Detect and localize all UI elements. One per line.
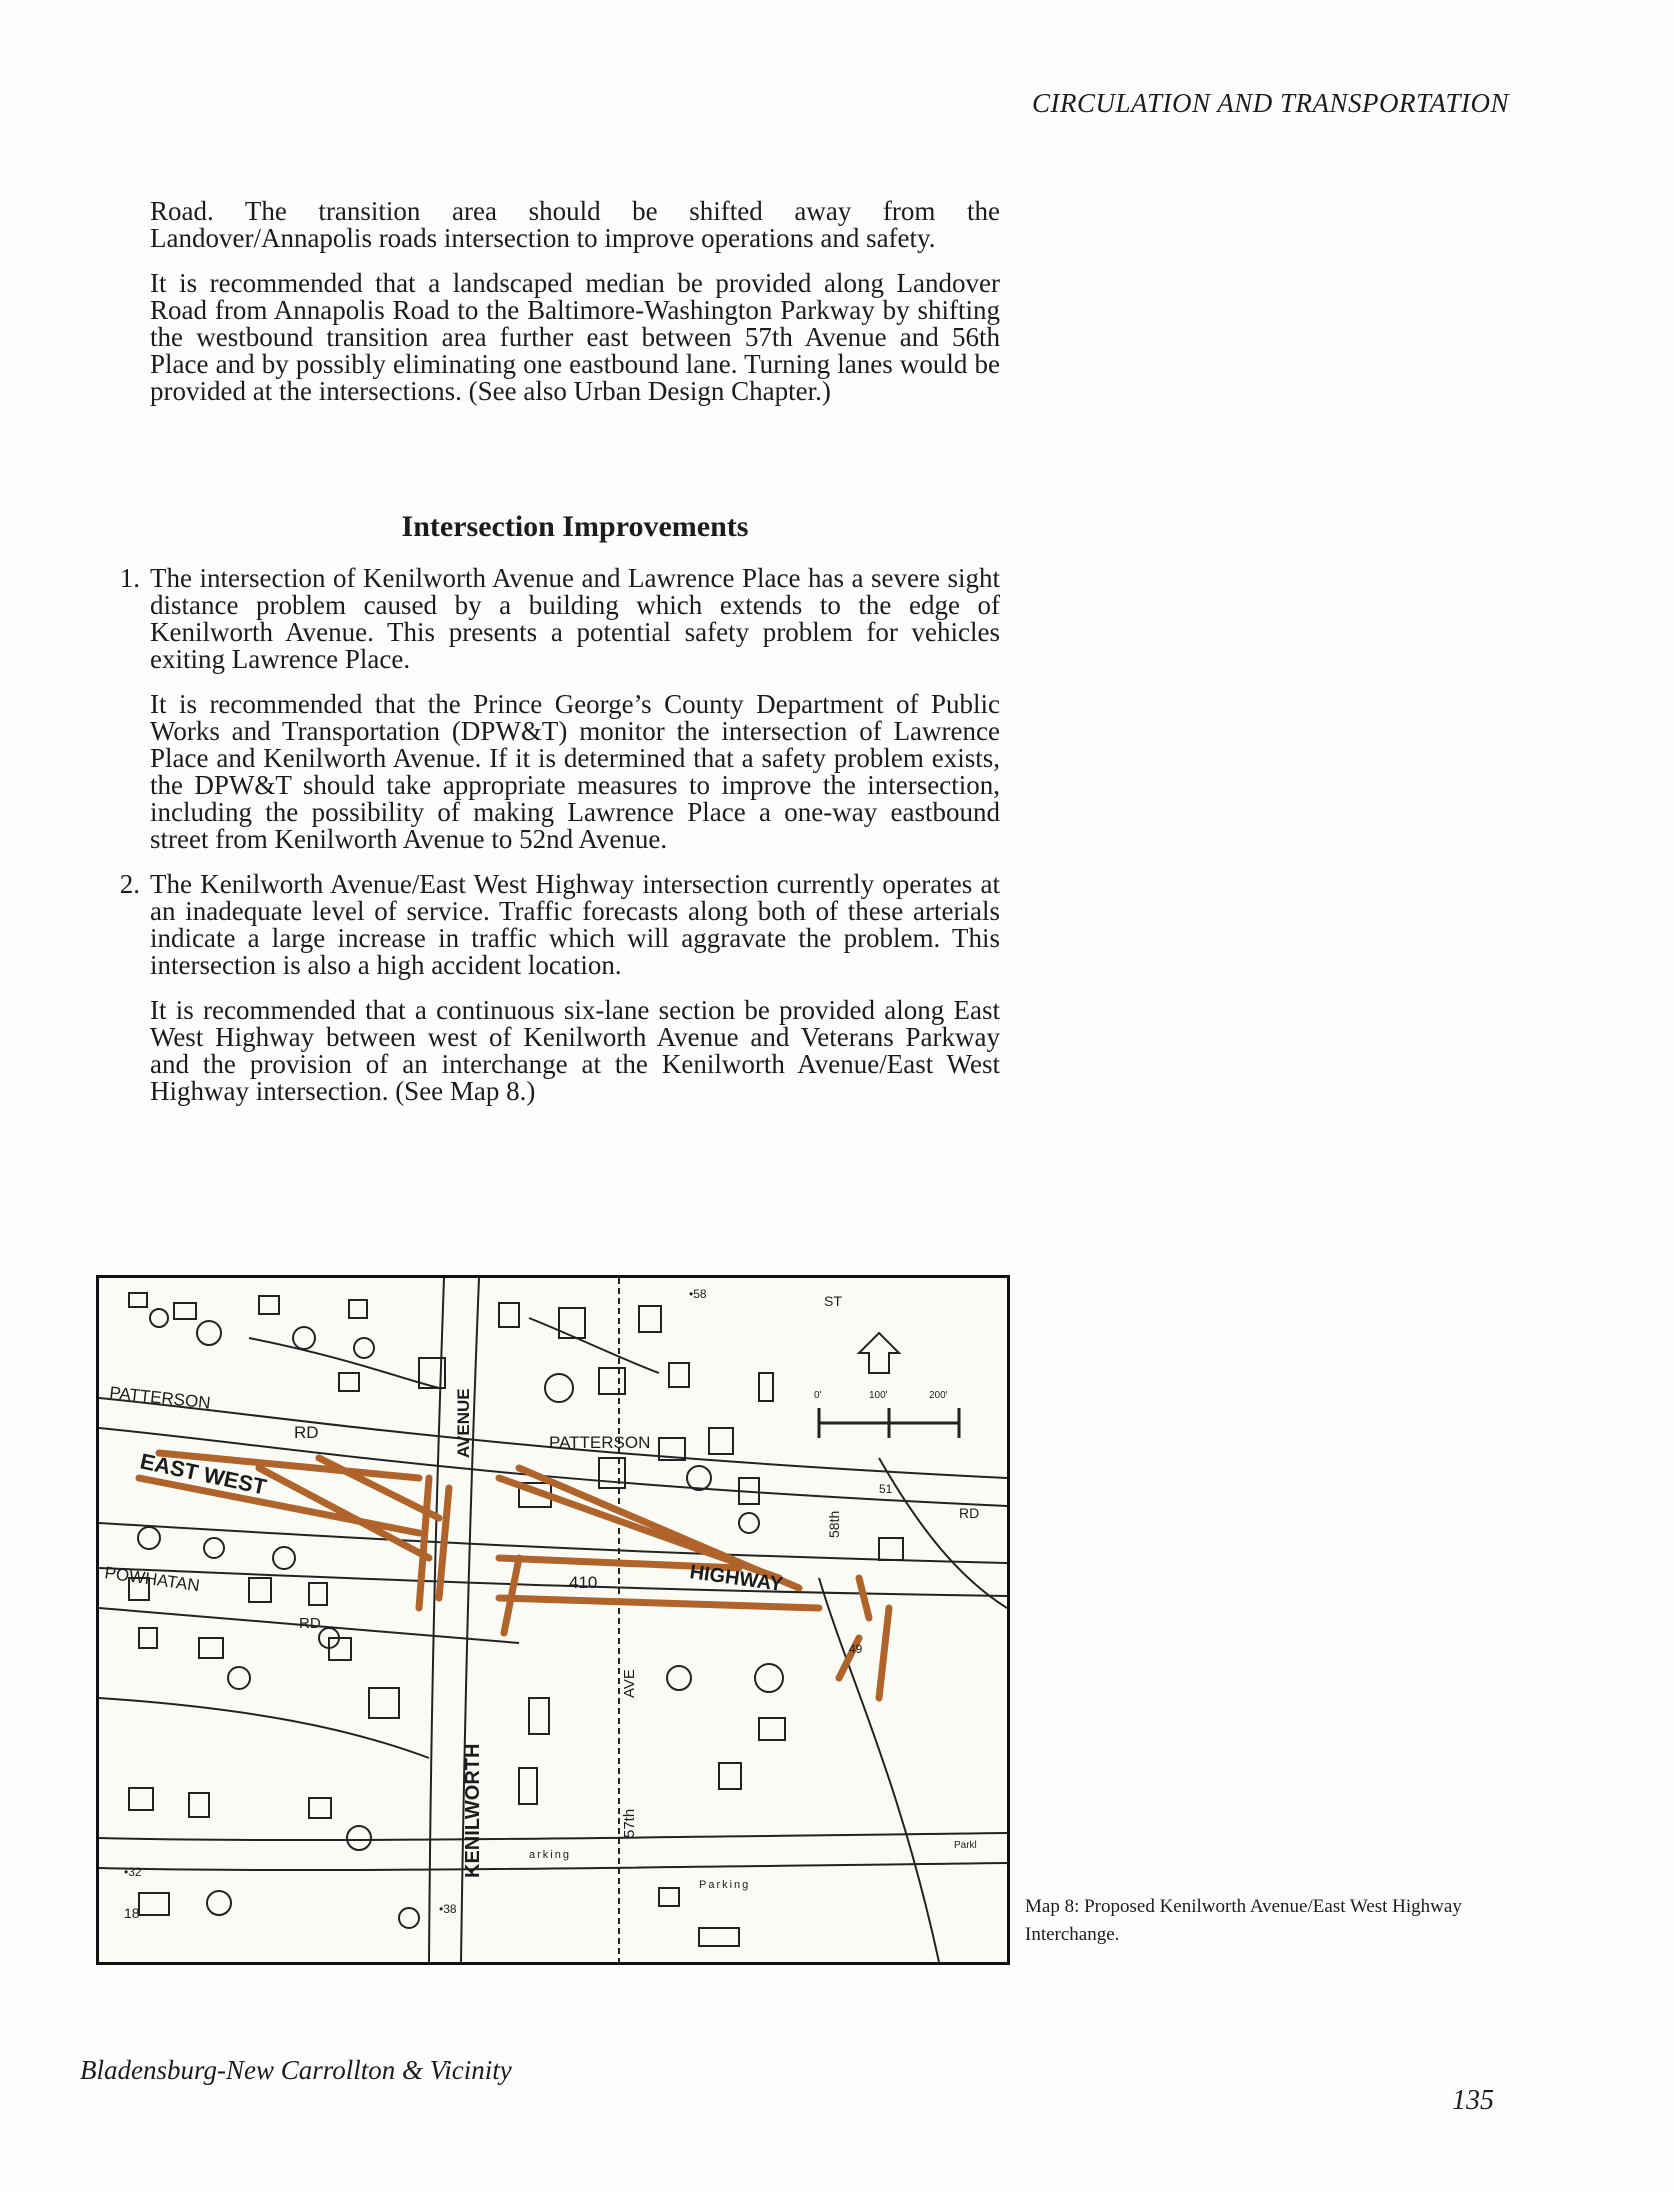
map-label: 49 [849,1642,863,1656]
map-label: Parking [699,1879,751,1891]
footer-title: Bladensburg-New Carrollton & Vicinity [80,2055,512,2085]
map-8 [96,1275,1010,1965]
map-label: 200' [929,1390,948,1401]
map-label: AVENUE [454,1388,473,1458]
item-recommendation: It is recommended that the Prince George’s County Department of Public Works and Transportation (DPW&T) monitor the intersection of Lawrence Place and Kenilworth Avenue. If it is determined that a safety problem exists, the DPW&T should take appropriate measures to improve the intersection, including the possibility of making Lawrence Place a one-way eastbound street from Kenilworth Avenue to 52nd Avenue. [150,689,1000,854]
map-label: AVE [621,1669,638,1698]
improvements-list [119,563,1000,1123]
map-label: •38 [439,1902,457,1916]
map-label: 100' [869,1390,888,1401]
list-item [119,869,1000,1106]
map-label: •58 [689,1287,707,1301]
map-label: RD [959,1505,980,1521]
map-label: PATTERSON [108,1383,212,1413]
map-caption: Map 8: Proposed Kenilworth Avenue/East West Highway Interchange. [1025,1896,1462,1945]
map-drawing [99,1278,1007,1962]
map-label: 410 [569,1573,598,1592]
map-label: EAST WEST [137,1448,269,1500]
map-label: 58th [826,1510,842,1538]
map-label: KENILWORTH [462,1743,484,1878]
item-text: The intersection of Kenilworth Avenue and Lawrence Place has a severe sight distance problem caused by a building which extends to the edge of Kenilworth Avenue. This presents a potential safety problem for vehicles exiting Lawrence Place. [150,563,1000,674]
list-item [119,563,1000,854]
item-recommendation: It is recommended that a continuous six-lane section be provided along East West Highway between west of Kenilworth Avenue and Veterans Parkway and the provision of an interchange at the Kenilworth Avenue/East West Highway intersection. (See Map 8.) [150,995,1000,1106]
item-number: 1. [119,563,140,593]
map-label: Parkl [954,1840,977,1851]
page-number: 135 [1452,2085,1494,2116]
running-header: CIRCULATION AND TRANSPORTATION [1031,88,1509,118]
map-labels [103,1287,979,1921]
map-label: arking [529,1849,571,1861]
map-label: ST [824,1293,842,1309]
map-label: POWHATAN [103,1563,201,1596]
map-label: PATTERSON [549,1433,651,1452]
map-label: 18 [124,1905,140,1921]
map-label: 57th [621,1808,638,1838]
map-label: 0' [814,1390,822,1401]
item-text: The Kenilworth Avenue/East West Highway intersection currently operates at an inadequate level of service. Traffic forecasts along both of these arterials indicate a large increase in traffic which will aggravate the problem. This intersection is also a high accident location. [150,869,1000,980]
item-number: 2. [119,869,140,899]
section-title: Intersection Improvements [401,510,749,543]
map-label: HIGHWAY [688,1561,785,1596]
map-label: RD [299,1615,321,1632]
paragraph: It is recommended that a landscaped median be provided along Landover Road from Annapolis Road to the Baltimore-Washington Parkway by shifting the westbound transition area further east between 57th Avenue and 56th Place and by possibly eliminating one eastbound lane. Turning lanes would be provided at the intersections. (See also Urban Design Chapter.) [150,268,1000,406]
scale-bar [819,1408,959,1438]
map-label: •32 [124,1865,142,1879]
map-label: 51 [879,1482,893,1496]
north-arrow [859,1333,899,1373]
intro-text [150,198,1000,423]
paragraph: Road. The transition area should be shifted away from the Landover/Annapolis roads intersection to improve operations and safety. [150,196,1000,253]
map-label: RD [294,1423,319,1442]
